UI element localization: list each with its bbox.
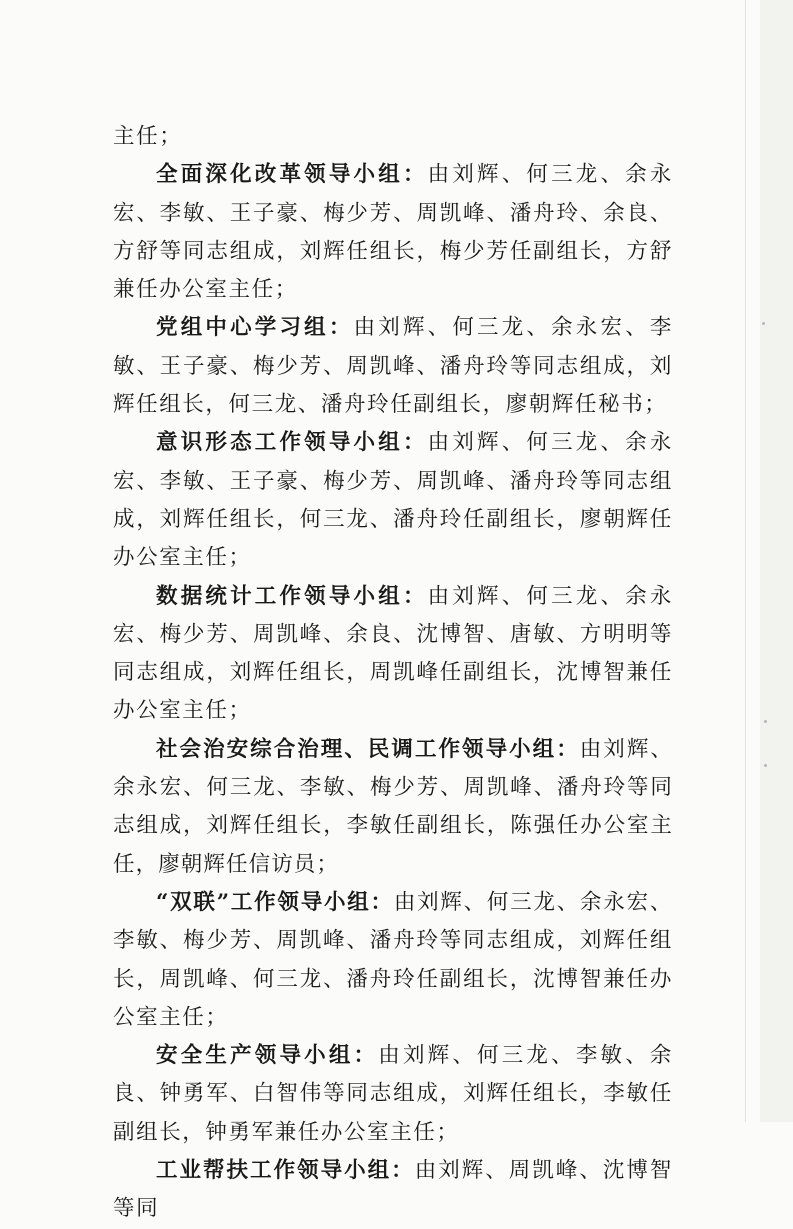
- section-text: 由刘辉、何三龙、余永宏、李敏、梅少芳、周凯峰、潘舟玲等同志组成，刘辉任组长，周凯峰、何三龙、潘舟玲任副组长，沈博智兼任办公室主任；: [113, 889, 673, 1030]
- section-text: 由刘辉、何三龙、余永宏、李敏、王子豪、梅少芳、周凯峰、潘舟玲等同志组成，刘辉任组长，何三龙、潘舟玲任副组长，廖朝辉任办公室主任；: [113, 430, 673, 571]
- page-margin: [760, 0, 793, 1122]
- section-security-group: [113, 731, 673, 884]
- section-heading: 数据统计工作领导小组：: [156, 583, 428, 609]
- section-heading: 安全生产领导小组：: [156, 1043, 379, 1069]
- section-reform-group: [113, 156, 673, 309]
- section-text: 由刘辉、周凯峰、沈博智等同: [113, 1158, 673, 1222]
- section-text: 由刘辉、何三龙、李敏、余良、钟勇军、白智伟等同志组成，刘辉任组长，李敏任副组长，钟勇军兼任办公室主任；: [113, 1043, 674, 1145]
- section-heading: 意识形态工作领导小组：: [156, 430, 428, 456]
- section-statistics-group: [113, 578, 673, 731]
- page-edge: [745, 0, 746, 1122]
- section-study-group: [113, 309, 673, 424]
- intro-text: 主任；: [113, 124, 183, 149]
- section-heading: 党组中心学习组：: [156, 315, 354, 341]
- scan-speck: [764, 720, 767, 723]
- section-text: 由刘辉、余永宏、何三龙、李敏、梅少芳、周凯峰、潘舟玲等同志组成，刘辉任组长，李敏任副组长，陈强任办公室主任，廖朝辉任信访员；: [113, 736, 673, 877]
- section-shuanglian-group: [113, 884, 673, 1037]
- section-text: 由刘辉、何三龙、余永宏、李敏、王子豪、梅少芳、周凯峰、潘舟玲、余良、方舒等同志组成，刘辉任组长，梅少芳任副组长，方舒兼任办公室主任；: [113, 162, 673, 303]
- section-heading: “双联”工作领导小组：: [156, 889, 394, 915]
- section-ideology-group: [113, 424, 673, 577]
- section-heading: 社会治安综合治理、民调工作领导小组：: [156, 736, 580, 762]
- section-heading: 全面深化改革领导小组：: [156, 162, 428, 188]
- document-body: [113, 118, 673, 1229]
- section-heading: 工业帮扶工作领导小组：: [156, 1158, 415, 1184]
- scan-speck: [762, 322, 765, 325]
- scan-speck: [764, 764, 767, 767]
- section-text: 由刘辉、何三龙、余永宏、李敏、王子豪、梅少芳、周凯峰、潘舟玲等同志组成，刘辉任组长，何三龙、潘舟玲任副组长，廖朝辉任秘书；: [113, 315, 673, 418]
- section-text: 由刘辉、何三龙、余永宏、梅少芳、周凯峰、余良、沈博智、唐敏、方明明等同志组成，刘辉任组长，周凯峰任副组长，沈博智兼任办公室主任；: [113, 583, 673, 724]
- section-industry-group: [113, 1152, 673, 1229]
- section-safety-group: [113, 1037, 673, 1152]
